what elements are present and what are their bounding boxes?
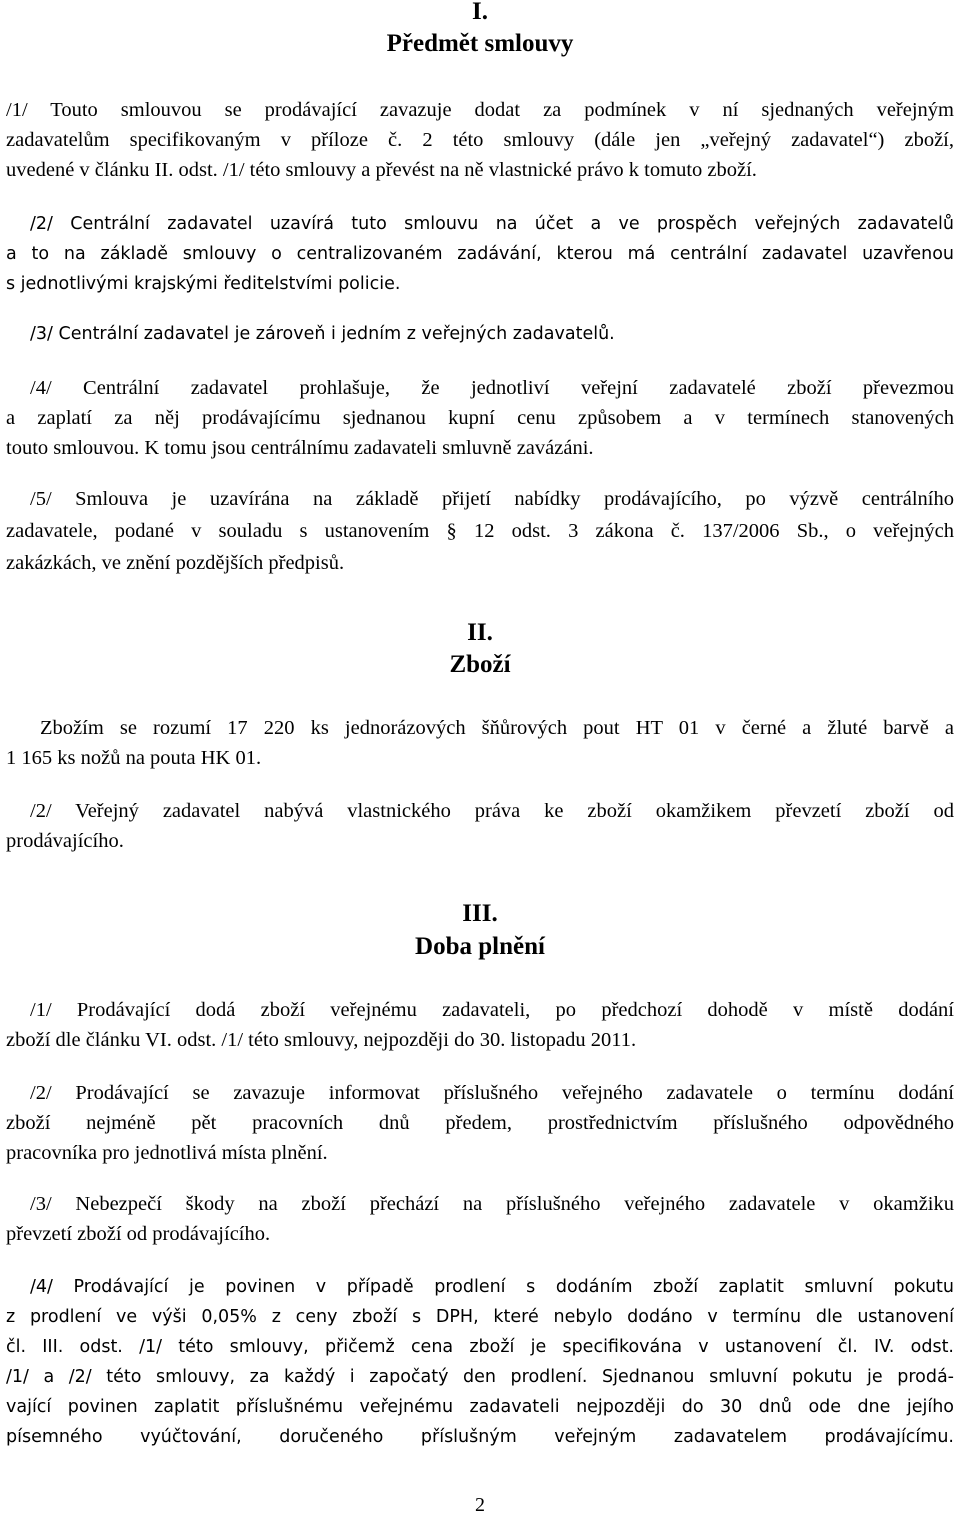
text-line: zadavatelům specifikovaným v příloze č. 2 této smlouvy (dále jen „veřejný zadavatel“) zboží,	[6, 129, 954, 151]
section-1-paragraph-3	[6, 319, 954, 349]
text-line: prodávajícího.	[6, 830, 124, 852]
text-line: /1/ a /2/ této smlouvy, za každý i započatý den prodlení. Sjednanou smluvní pokutu je prodá-	[6, 1367, 954, 1387]
section-3-number: III.	[462, 900, 498, 927]
text-line: uvedené v článku II. odst. /1/ této smlouvy a převést na ně vlastnické právo k tomuto zboží.	[6, 159, 757, 181]
text-line: s jednotlivými krajskými ředitelstvími policie.	[6, 274, 401, 294]
section-3-paragraph-1	[6, 995, 954, 1055]
text-line: /5/ Smlouva je uzavírána na základě přijetí nabídky prodávajícího, po výzvě centrálního	[30, 488, 954, 510]
section-1-number: I.	[472, 0, 488, 25]
section-3-paragraph-2	[6, 1078, 954, 1168]
text-line: touto smlouvou. K tomu jsou centrálnímu zadavateli smluvně zavázáni.	[6, 437, 594, 459]
section-1-title: Předmět smlouvy	[386, 30, 574, 57]
text-line: /3/ Centrální zadavatel je zároveň i jedním z veřejných zadavatelů.	[30, 324, 615, 344]
text-line: /2/ Centrální zadavatel uzavírá tuto smlouvu na účet a ve prospěch veřejných zadavatelů	[30, 214, 954, 234]
section-3-paragraph-3	[6, 1189, 954, 1249]
text-line: písemného vyúčtování, doručeného příslušným veřejným zadavatelem prodávajícímu.	[6, 1427, 954, 1447]
text-line: /2/ Veřejný zadavatel nabývá vlastnického práva ke zboží okamžikem převzetí zboží od	[30, 800, 954, 822]
text-line: 1 165 ks nožů na pouta HK 01.	[6, 747, 262, 769]
text-line: čl. III. odst. /1/ této smlouvy, přičemž cena zboží je specifikována v ustanovení čl. IV. odst.	[6, 1337, 954, 1357]
text-line: zakázkách, ve znění pozdějších předpisů.	[6, 552, 345, 574]
section-2-paragraph-2	[6, 796, 954, 856]
section-2-title: Zboží	[449, 651, 511, 678]
section-1-paragraph-4	[6, 373, 954, 463]
page-number: 2	[475, 1494, 485, 1516]
text-line: /1/ Touto smlouvou se prodávající zavazuje dodat za podmínek v ní sjednaných veřejným	[6, 99, 954, 121]
text-line: pracovníka pro jednotlivá místa plnění.	[6, 1142, 328, 1164]
text-line: a zaplatí za něj prodávajícímu sjednanou kupní cenu způsobem a v termínech stanovených	[6, 407, 954, 429]
section-1-paragraph-1	[6, 95, 954, 185]
text-line: zboží dle článku VI. odst. /1/ této smlouvy, nejpozději do 30. listopadu 2011.	[6, 1029, 637, 1051]
text-line: /1/ Prodávající dodá zboží veřejnému zadavateli, po předchozí dohodě v místě dodání	[30, 999, 954, 1021]
text-line: Zbožím se rozumí 17 220 ks jednorázových šňůrových pout HT 01 v černé a žluté barvě a	[40, 717, 954, 739]
text-line: zboží nejméně pět pracovních dnů předem, prostřednictvím příslušného odpovědného	[6, 1112, 954, 1134]
text-line: převzetí zboží od prodávajícího.	[6, 1223, 271, 1245]
text-line: a to na základě smlouvy o centralizovaném zadávání, kterou má centrální zadavatel uzavřenou	[6, 244, 954, 264]
text-line: /4/ Centrální zadavatel prohlašuje, že jednotliví veřejní zadavatelé zboží převezmou	[30, 377, 954, 399]
text-line: z prodlení ve výši 0,05% z ceny zboží s DPH, které nebylo dodáno v termínu dle ustanovení	[6, 1307, 954, 1327]
section-2-paragraph-1	[6, 713, 954, 773]
section-3-paragraph-4	[6, 1272, 954, 1452]
text-line: /3/ Nebezpečí škody na zboží přechází na příslušného veřejného zadavatele v okamžiku	[30, 1193, 954, 1215]
section-1-paragraph-2	[6, 209, 954, 299]
text-line: zadavatele, podané v souladu s ustanovením § 12 odst. 3 zákona č. 137/2006 Sb., o veřejných	[6, 520, 954, 542]
section-2-number: II.	[467, 619, 493, 646]
text-line: /4/ Prodávající je povinen v případě prodlení s dodáním zboží zaplatit smluvní pokutu	[30, 1277, 954, 1297]
text-line: /2/ Prodávající se zavazuje informovat příslušného veřejného zadavatele o termínu dodání	[30, 1082, 954, 1104]
section-3-title: Doba plnění	[415, 933, 545, 960]
text-line: vající povinen zaplatit příslušnému veřejnému zadavateli nejpozději do 30 dnů ode dne jejího	[6, 1397, 954, 1417]
section-1-paragraph-5	[6, 484, 954, 578]
